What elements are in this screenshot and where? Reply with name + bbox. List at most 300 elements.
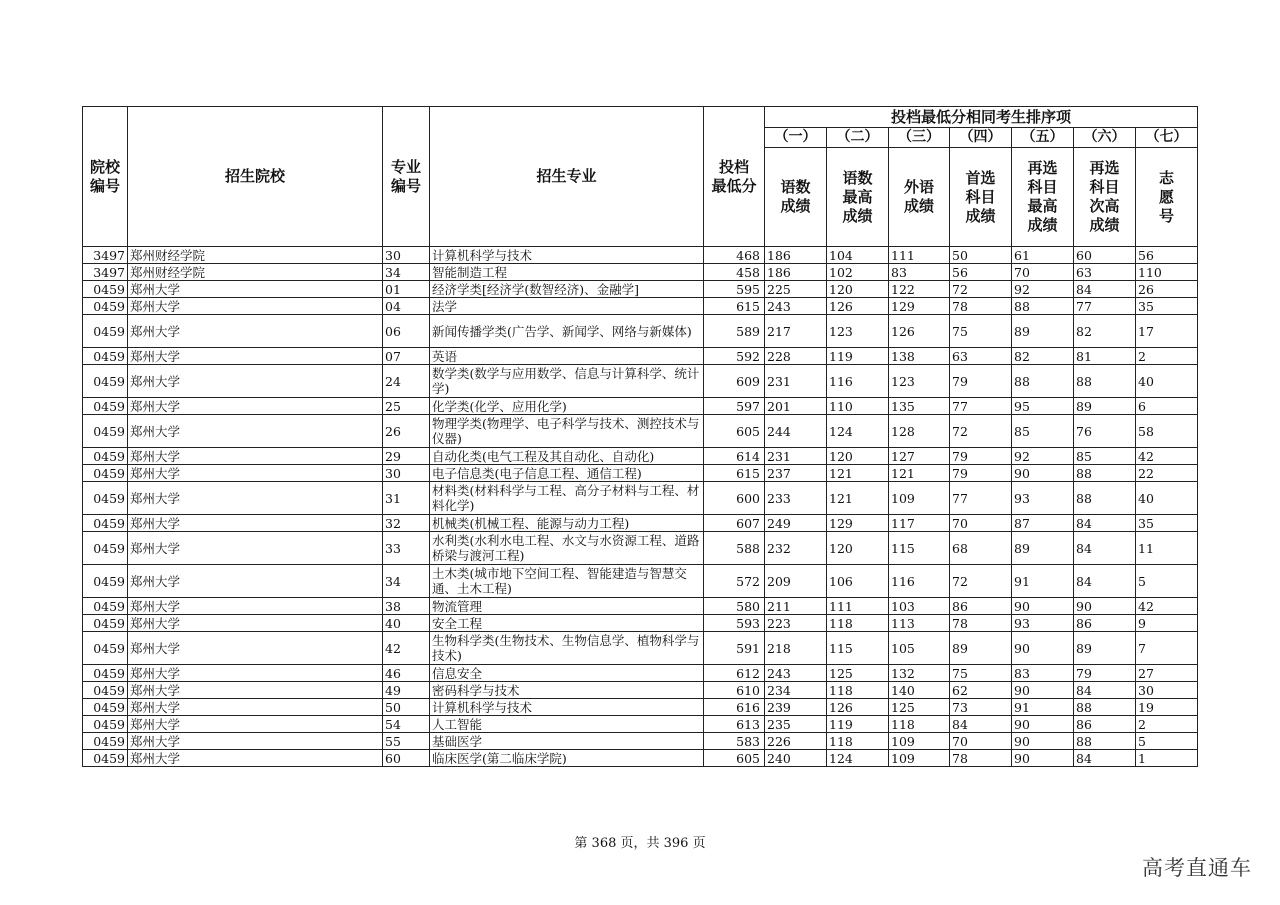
min-score-cell: 616 [704,699,765,716]
sort-score-cell: 90 [1074,598,1136,615]
sort-score-cell: 76 [1074,415,1136,448]
sort-score-cell: 5 [1136,565,1198,598]
table-row [83,716,1198,733]
sort-score-cell: 90 [1012,682,1074,699]
sort-score-cell: 126 [827,298,889,315]
sort-score-cell: 75 [950,665,1012,682]
sort-score-cell: 129 [889,298,950,315]
school-name-cell: 郑州大学 [128,365,383,398]
admission-score-table [82,106,1198,767]
school-name-cell: 郑州大学 [128,665,383,682]
major-name-cell: 临床医学(第二临床学院) [430,750,704,767]
school-code-cell: 3497 [83,247,128,264]
sort-score-cell: 90 [1012,716,1074,733]
min-score-cell: 607 [704,515,765,532]
sort-score-cell: 6 [1136,398,1198,415]
school-code-cell: 0459 [83,281,128,298]
major-code-cell: 34 [383,565,430,598]
sort-score-cell: 124 [827,750,889,767]
min-score-cell: 593 [704,615,765,632]
major-code-cell: 31 [383,482,430,515]
sort-score-cell: 92 [1012,281,1074,298]
major-name-cell: 生物科学类(生物技术、生物信息学、植物科学与技术) [430,632,704,665]
sort-score-cell: 119 [827,348,889,365]
major-code-cell: 24 [383,365,430,398]
sort-score-cell: 103 [889,598,950,615]
sort-score-cell: 102 [827,264,889,281]
sort-score-cell: 63 [1074,264,1136,281]
sort-score-cell: 93 [1012,615,1074,632]
major-code-cell: 30 [383,465,430,482]
sort-score-cell: 72 [950,281,1012,298]
header-sort-label: 再选 科目 最高 成绩 [1012,148,1074,247]
school-code-cell: 0459 [83,565,128,598]
sort-score-cell: 91 [1012,699,1074,716]
sort-score-cell: 106 [827,565,889,598]
sort-score-cell: 2 [1136,716,1198,733]
sort-score-cell: 237 [765,465,827,482]
header-sort-number: （二） [827,128,889,148]
major-code-cell: 30 [383,247,430,264]
sort-score-cell: 84 [1074,565,1136,598]
school-name-cell: 郑州大学 [128,598,383,615]
header-sort-number: （三） [889,128,950,148]
sort-score-cell: 110 [827,398,889,415]
sort-score-cell: 90 [1012,598,1074,615]
min-score-cell: 595 [704,281,765,298]
sort-score-cell: 70 [950,515,1012,532]
sort-score-cell: 92 [1012,448,1074,465]
sort-score-cell: 26 [1136,281,1198,298]
major-name-cell: 计算机科学与技术 [430,699,704,716]
min-score-cell: 600 [704,482,765,515]
sort-score-cell: 40 [1136,482,1198,515]
major-code-cell: 01 [383,281,430,298]
min-score-cell: 468 [704,247,765,264]
school-name-cell: 郑州大学 [128,632,383,665]
sort-score-cell: 88 [1074,482,1136,515]
sort-score-cell: 87 [1012,515,1074,532]
major-code-cell: 60 [383,750,430,767]
table-row [83,665,1198,682]
sort-score-cell: 239 [765,699,827,716]
sort-score-cell: 68 [950,532,1012,565]
sort-score-cell: 122 [889,281,950,298]
sort-score-cell: 217 [765,315,827,348]
min-score-cell: 612 [704,665,765,682]
school-code-cell: 3497 [83,264,128,281]
table-row [83,532,1198,565]
school-code-cell: 0459 [83,532,128,565]
sort-score-cell: 88 [1074,465,1136,482]
school-name-cell: 郑州大学 [128,315,383,348]
header-sort-label: 再选 科目 次高 成绩 [1074,148,1136,247]
major-code-cell: 50 [383,699,430,716]
min-score-cell: 605 [704,750,765,767]
major-name-cell: 物流管理 [430,598,704,615]
table-body [83,247,1198,767]
sort-score-cell: 81 [1074,348,1136,365]
sort-score-cell: 127 [889,448,950,465]
header-sort-label: 语数 最高 成绩 [827,148,889,247]
school-name-cell: 郑州大学 [128,515,383,532]
sort-score-cell: 77 [950,482,1012,515]
table-row [83,247,1198,264]
header-sort-label: 首选 科目 成绩 [950,148,1012,247]
sort-score-cell: 90 [1012,733,1074,750]
school-name-cell: 郑州大学 [128,733,383,750]
sort-score-cell: 231 [765,448,827,465]
sort-score-cell: 89 [1074,632,1136,665]
school-code-cell: 0459 [83,415,128,448]
sort-score-cell: 72 [950,565,1012,598]
sort-score-cell: 249 [765,515,827,532]
table-row [83,465,1198,482]
school-name-cell: 郑州大学 [128,465,383,482]
sort-score-cell: 117 [889,515,950,532]
sort-score-cell: 22 [1136,465,1198,482]
sort-score-cell: 244 [765,415,827,448]
sort-score-cell: 109 [889,733,950,750]
sort-score-cell: 11 [1136,532,1198,565]
sort-score-cell: 243 [765,298,827,315]
sort-score-cell: 79 [950,465,1012,482]
major-code-cell: 49 [383,682,430,699]
header-sort-label: 外语 成绩 [889,148,950,247]
major-name-cell: 智能制造工程 [430,264,704,281]
header-school-name: 招生院校 [128,107,383,247]
header-sort-label: 语数 成绩 [765,148,827,247]
sort-score-cell: 88 [1074,733,1136,750]
sort-score-cell: 118 [827,615,889,632]
sort-score-cell: 118 [827,733,889,750]
sort-score-cell: 62 [950,682,1012,699]
sort-score-cell: 121 [827,482,889,515]
header-major-code: 专业 编号 [383,107,430,247]
sort-score-cell: 85 [1012,415,1074,448]
sort-score-cell: 72 [950,415,1012,448]
sort-score-cell: 1 [1136,750,1198,767]
major-name-cell: 法学 [430,298,704,315]
min-score-cell: 591 [704,632,765,665]
min-score-cell: 597 [704,398,765,415]
sort-score-cell: 88 [1012,365,1074,398]
school-name-cell: 郑州大学 [128,532,383,565]
sort-score-cell: 115 [889,532,950,565]
sort-score-cell: 235 [765,716,827,733]
sort-score-cell: 35 [1136,515,1198,532]
school-name-cell: 郑州大学 [128,565,383,598]
sort-score-cell: 129 [827,515,889,532]
sort-score-cell: 63 [950,348,1012,365]
sort-score-cell: 83 [1012,665,1074,682]
sort-score-cell: 84 [1074,532,1136,565]
school-code-cell: 0459 [83,598,128,615]
sort-score-cell: 9 [1136,615,1198,632]
sort-score-cell: 109 [889,750,950,767]
sort-score-cell: 70 [1012,264,1074,281]
major-code-cell: 42 [383,632,430,665]
sort-score-cell: 70 [950,733,1012,750]
sort-score-cell: 17 [1136,315,1198,348]
table-row [83,598,1198,615]
sort-score-cell: 125 [827,665,889,682]
sort-score-cell: 95 [1012,398,1074,415]
school-name-cell: 郑州大学 [128,281,383,298]
school-code-cell: 0459 [83,298,128,315]
school-code-cell: 0459 [83,615,128,632]
school-name-cell: 郑州大学 [128,398,383,415]
school-name-cell: 郑州大学 [128,750,383,767]
school-name-cell: 郑州大学 [128,448,383,465]
page-number: 第 368 页，共 396 页 [574,836,706,851]
major-name-cell: 水利类(水利水电工程、水文与水资源工程、道路桥梁与渡河工程) [430,532,704,565]
school-name-cell: 郑州大学 [128,682,383,699]
table-header [83,107,1198,247]
sort-score-cell: 90 [1012,750,1074,767]
header-sort-number: （五） [1012,128,1074,148]
sort-score-cell: 5 [1136,733,1198,750]
major-name-cell: 计算机科学与技术 [430,247,704,264]
sort-score-cell: 90 [1012,465,1074,482]
sort-score-cell: 120 [827,532,889,565]
sort-score-cell: 90 [1012,632,1074,665]
major-code-cell: 40 [383,615,430,632]
header-major-name: 招生专业 [430,107,704,247]
sort-score-cell: 42 [1136,598,1198,615]
sort-score-cell: 243 [765,665,827,682]
sort-score-cell: 89 [1074,398,1136,415]
sort-score-cell: 118 [889,716,950,733]
sort-score-cell: 132 [889,665,950,682]
school-name-cell: 郑州大学 [128,298,383,315]
sort-score-cell: 42 [1136,448,1198,465]
sort-score-cell: 84 [1074,682,1136,699]
school-code-cell: 0459 [83,315,128,348]
min-score-cell: 458 [704,264,765,281]
major-code-cell: 32 [383,515,430,532]
sort-score-cell: 93 [1012,482,1074,515]
sort-score-cell: 91 [1012,565,1074,598]
sort-score-cell: 186 [765,264,827,281]
school-name-cell: 郑州大学 [128,482,383,515]
school-code-cell: 0459 [83,682,128,699]
table-row [83,565,1198,598]
sort-score-cell: 104 [827,247,889,264]
table-row [83,615,1198,632]
major-name-cell: 物理学类(物理学、电子科学与技术、测控技术与仪器) [430,415,704,448]
table-row [83,632,1198,665]
min-score-cell: 615 [704,465,765,482]
sort-score-cell: 126 [827,699,889,716]
major-name-cell: 新闻传播学类(广告学、新闻学、网络与新媒体) [430,315,704,348]
sort-score-cell: 78 [950,750,1012,767]
school-name-cell: 郑州大学 [128,699,383,716]
sort-score-cell: 7 [1136,632,1198,665]
major-code-cell: 38 [383,598,430,615]
table-row [83,298,1198,315]
min-score-cell: 615 [704,298,765,315]
sort-score-cell: 226 [765,733,827,750]
table-row [83,281,1198,298]
sort-score-cell: 120 [827,448,889,465]
major-code-cell: 04 [383,298,430,315]
sort-score-cell: 88 [1074,699,1136,716]
min-score-cell: 605 [704,415,765,448]
min-score-cell: 589 [704,315,765,348]
sort-score-cell: 111 [889,247,950,264]
school-name-cell: 郑州财经学院 [128,247,383,264]
major-code-cell: 26 [383,415,430,448]
min-score-cell: 580 [704,598,765,615]
sort-score-cell: 58 [1136,415,1198,448]
major-name-cell: 数学类(数学与应用数学、信息与计算科学、统计学) [430,365,704,398]
school-code-cell: 0459 [83,716,128,733]
school-name-cell: 郑州财经学院 [128,264,383,281]
min-score-cell: 583 [704,733,765,750]
table-row [83,699,1198,716]
major-name-cell: 基础医学 [430,733,704,750]
sort-score-cell: 77 [1074,298,1136,315]
major-code-cell: 07 [383,348,430,365]
major-code-cell: 33 [383,532,430,565]
sort-score-cell: 78 [950,615,1012,632]
sort-score-cell: 123 [889,365,950,398]
sort-score-cell: 73 [950,699,1012,716]
sort-score-cell: 110 [1136,264,1198,281]
school-code-cell: 0459 [83,398,128,415]
sort-score-cell: 116 [827,365,889,398]
sort-score-cell: 84 [950,716,1012,733]
school-code-cell: 0459 [83,482,128,515]
major-code-cell: 54 [383,716,430,733]
school-code-cell: 0459 [83,699,128,716]
sort-score-cell: 115 [827,632,889,665]
min-score-cell: 613 [704,716,765,733]
sort-score-cell: 84 [1074,281,1136,298]
sort-score-cell: 27 [1136,665,1198,682]
school-code-cell: 0459 [83,665,128,682]
major-name-cell: 信息安全 [430,665,704,682]
sort-score-cell: 79 [950,448,1012,465]
sort-score-cell: 83 [889,264,950,281]
sort-score-cell: 89 [1012,315,1074,348]
school-code-cell: 0459 [83,733,128,750]
sort-score-cell: 105 [889,632,950,665]
table-row [83,415,1198,448]
table-row [83,448,1198,465]
sort-score-cell: 218 [765,632,827,665]
school-code-cell: 0459 [83,632,128,665]
header-sort-title: 投档最低分相同考生排序项 [765,107,1198,128]
school-name-cell: 郑州大学 [128,716,383,733]
sort-score-cell: 111 [827,598,889,615]
table-row [83,348,1198,365]
sort-score-cell: 138 [889,348,950,365]
table-row [83,750,1198,767]
sort-score-cell: 118 [827,682,889,699]
header-school-code: 院校 编号 [83,107,128,247]
header-min-score: 投档 最低分 [704,107,765,247]
major-name-cell: 自动化类(电气工程及其自动化、自动化) [430,448,704,465]
sort-score-cell: 89 [950,632,1012,665]
min-score-cell: 572 [704,565,765,598]
sort-score-cell: 86 [1074,716,1136,733]
sort-score-cell: 211 [765,598,827,615]
table-row [83,482,1198,515]
sort-score-cell: 56 [950,264,1012,281]
sort-score-cell: 240 [765,750,827,767]
sort-score-cell: 84 [1074,750,1136,767]
sort-score-cell: 82 [1012,348,1074,365]
sort-score-cell: 2 [1136,348,1198,365]
table-row [83,315,1198,348]
sort-score-cell: 84 [1074,515,1136,532]
table-row [83,515,1198,532]
major-name-cell: 材料类(材料科学与工程、高分子材料与工程、材料化学) [430,482,704,515]
sort-score-cell: 50 [950,247,1012,264]
min-score-cell: 588 [704,532,765,565]
watermark-text: 高考直通车 [1142,856,1252,880]
header-sort-number: （一） [765,128,827,148]
school-code-cell: 0459 [83,465,128,482]
major-code-cell: 29 [383,448,430,465]
sort-score-cell: 128 [889,415,950,448]
sort-score-cell: 231 [765,365,827,398]
sort-score-cell: 232 [765,532,827,565]
min-score-cell: 610 [704,682,765,699]
sort-score-cell: 78 [950,298,1012,315]
school-code-cell: 0459 [83,750,128,767]
sort-score-cell: 123 [827,315,889,348]
table-row [83,733,1198,750]
sort-score-cell: 75 [950,315,1012,348]
sort-score-cell: 82 [1074,315,1136,348]
major-name-cell: 土木类(城市地下空间工程、智能建造与智慧交通、土木工程) [430,565,704,598]
sort-score-cell: 125 [889,699,950,716]
header-sort-label: 志 愿 号 [1136,148,1198,247]
sort-score-cell: 225 [765,281,827,298]
table-row [83,365,1198,398]
sort-score-cell: 85 [1074,448,1136,465]
sort-score-cell: 120 [827,281,889,298]
major-name-cell: 经济学类[经济学(数智经济)、金融学] [430,281,704,298]
major-name-cell: 安全工程 [430,615,704,632]
sort-score-cell: 30 [1136,682,1198,699]
sort-score-cell: 79 [1074,665,1136,682]
sort-score-cell: 186 [765,247,827,264]
sort-score-cell: 234 [765,682,827,699]
school-code-cell: 0459 [83,365,128,398]
school-code-cell: 0459 [83,515,128,532]
sort-score-cell: 121 [827,465,889,482]
sort-score-cell: 135 [889,398,950,415]
sort-score-cell: 209 [765,565,827,598]
sort-score-cell: 116 [889,565,950,598]
sort-score-cell: 77 [950,398,1012,415]
school-name-cell: 郑州大学 [128,348,383,365]
sort-score-cell: 126 [889,315,950,348]
min-score-cell: 614 [704,448,765,465]
sort-score-cell: 86 [1074,615,1136,632]
sort-score-cell: 140 [889,682,950,699]
sort-score-cell: 35 [1136,298,1198,315]
sort-score-cell: 233 [765,482,827,515]
sort-score-cell: 223 [765,615,827,632]
school-name-cell: 郑州大学 [128,615,383,632]
major-name-cell: 化学类(化学、应用化学) [430,398,704,415]
major-code-cell: 46 [383,665,430,682]
